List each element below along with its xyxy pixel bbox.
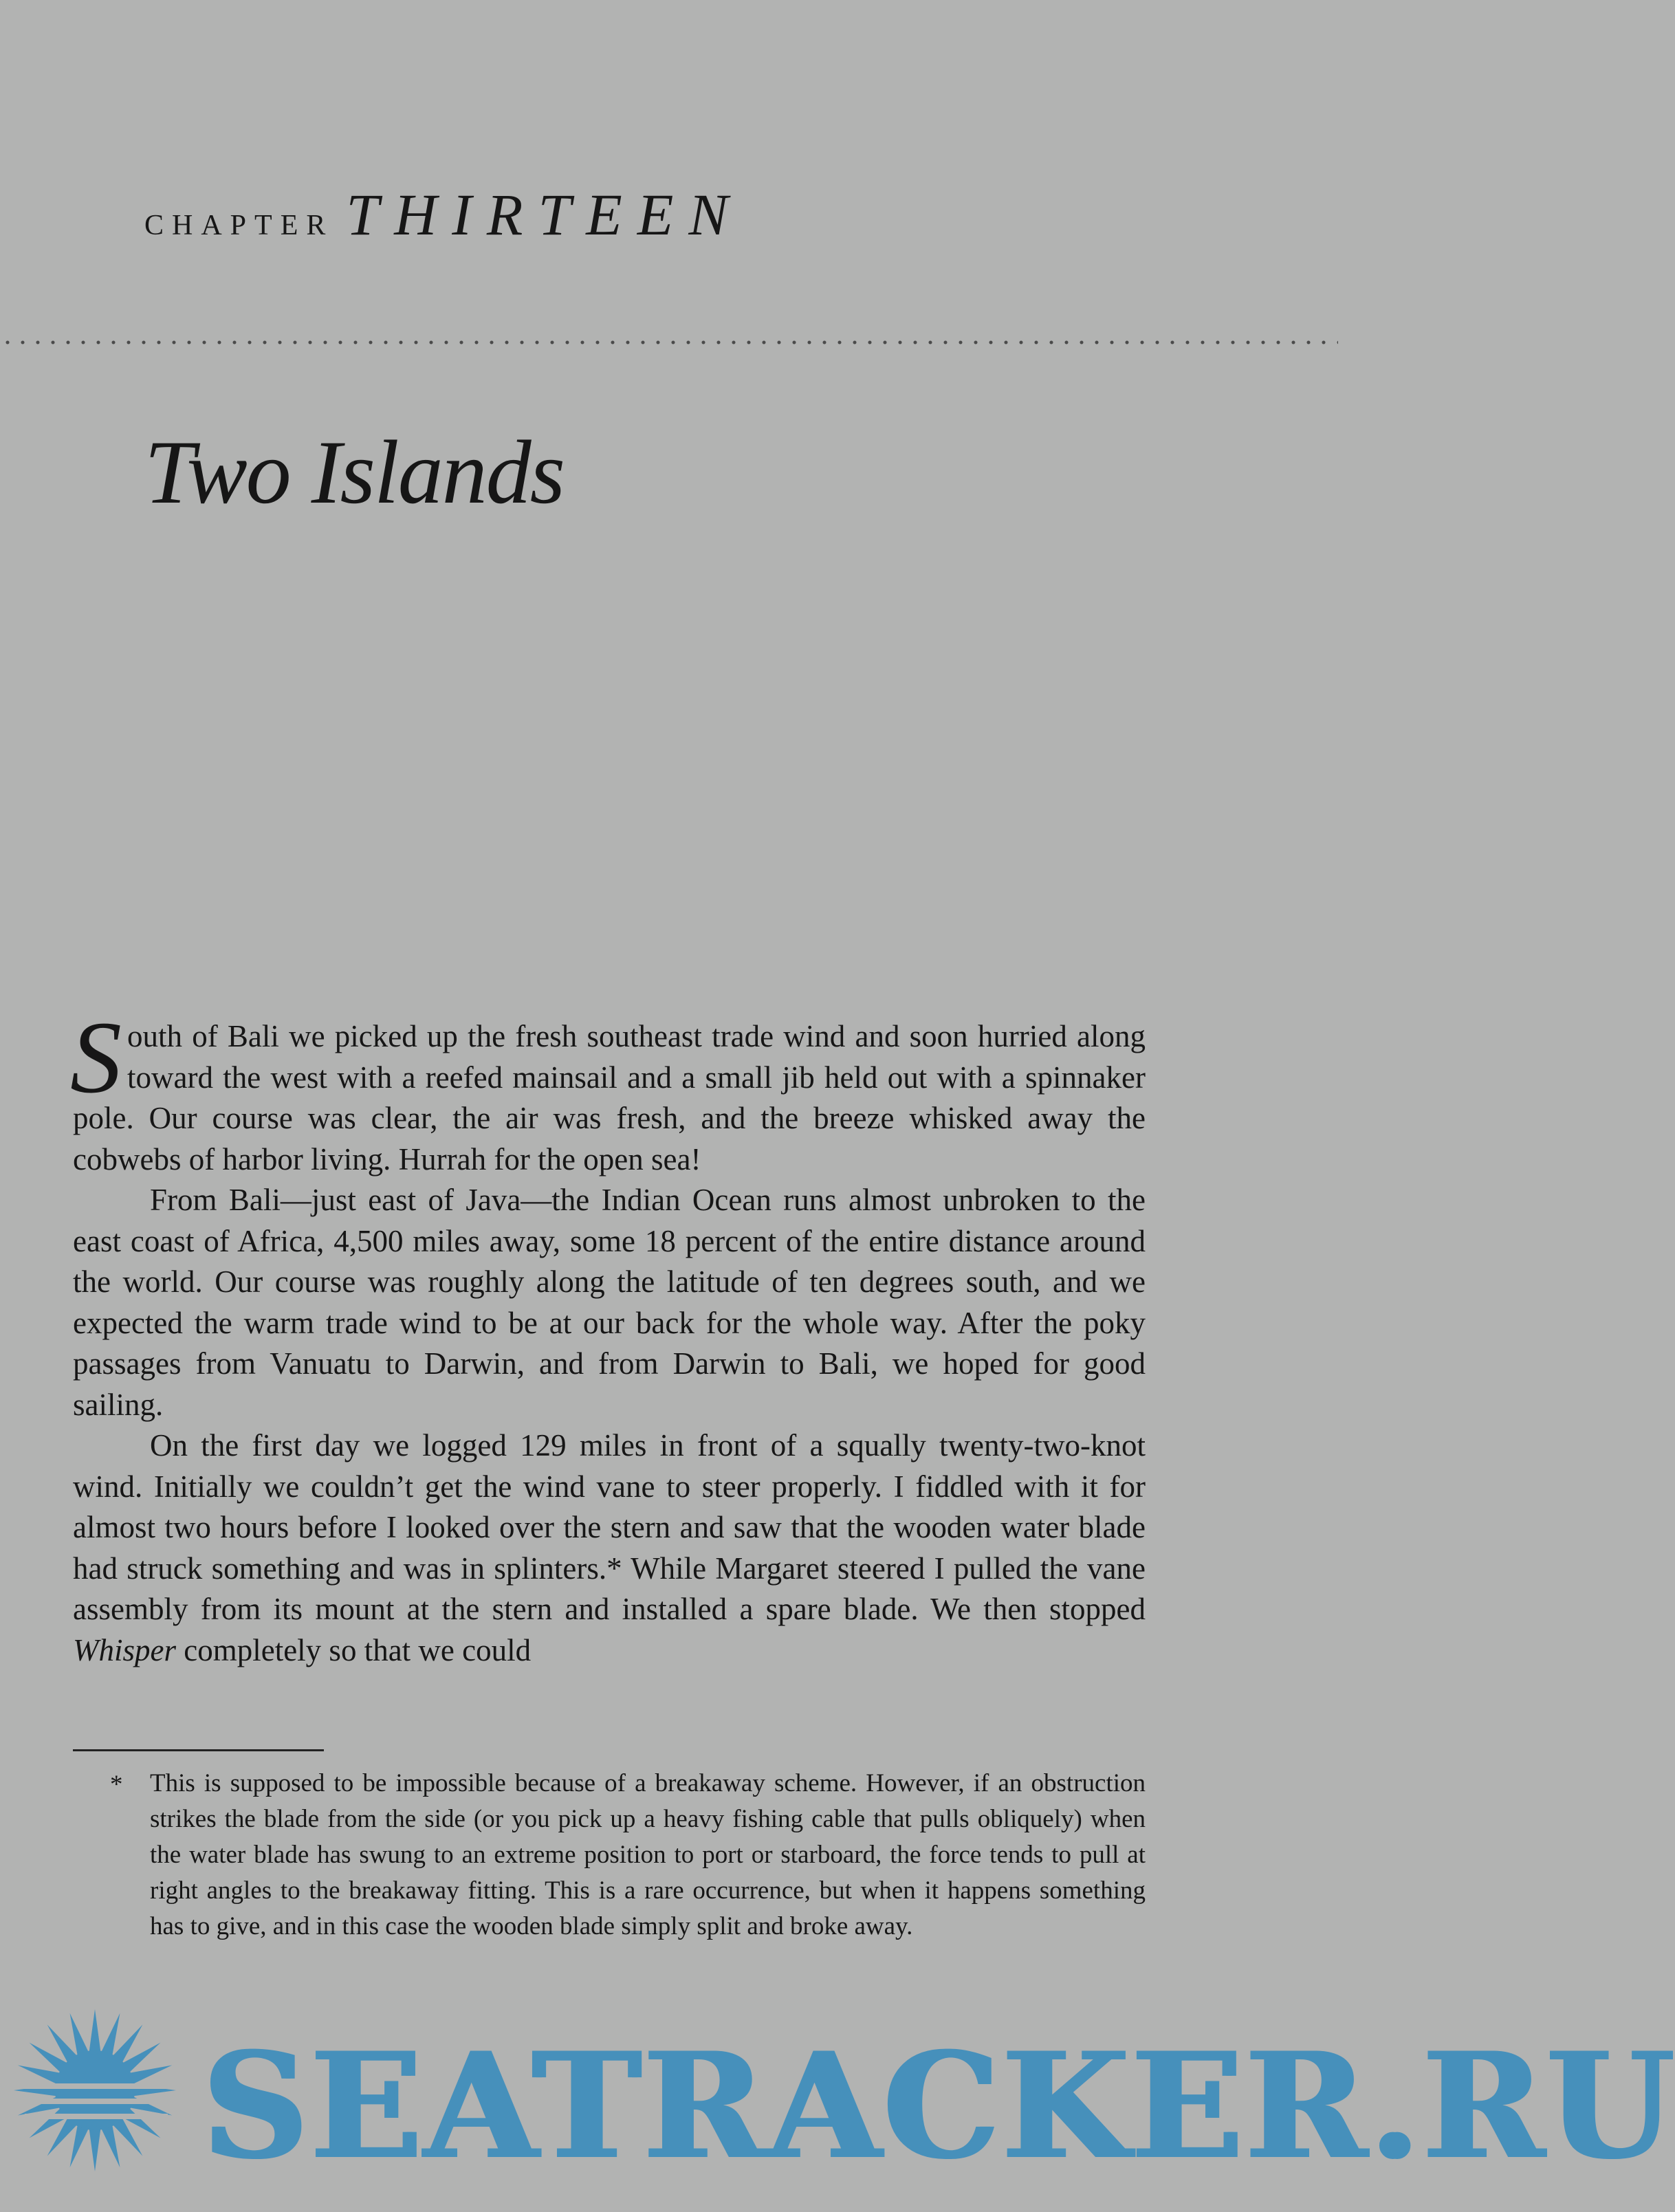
boat-name: Whisper (73, 1632, 176, 1667)
chapter-word: CHAPTER (144, 210, 334, 241)
paragraph-3 (73, 1425, 1146, 1671)
body-text (70, 1000, 1146, 1671)
chapter-number: THIRTEEN (346, 182, 743, 248)
paragraph-1-text: outh of Bali we picked up the fresh southeast trade wind and soon hurried along toward the west with a reefed mainsail and a small jib held out with a spinnaker pole. Our course was clear, the air was fresh, and the breeze whisked away the cobwebs of harbor living. Hurrah for the open sea! (73, 1019, 1146, 1176)
footnote-rule (73, 1749, 324, 1751)
chapter-title: Two Islands (144, 421, 565, 523)
paragraph-2: From Bali—just east of Java—the Indian Ocean runs almost unbroken to the east coast of Africa, 4,500 miles away, some 18 percent of the entire distance around the world. Our course was roughly along the latitude of ten degrees south, and we expected the warm trade wind to be at our back for the whole way. After the poky passages from Vanuatu to Darwin, and from Darwin to Bali, we hoped for good sailing. (73, 1183, 1146, 1422)
dotted-divider (0, 340, 1338, 345)
drop-cap: S (70, 1000, 122, 1115)
sun-logo-icon (8, 2009, 184, 2171)
footnote-mark: * (110, 1771, 123, 1799)
watermark-text: SEATRACKER.RU (201, 2020, 1675, 2191)
paragraph-3-text-b: completely so that we could (176, 1632, 532, 1667)
footnote (73, 1766, 1146, 1945)
chapter-label (144, 180, 743, 249)
paragraph-1 (70, 1000, 1146, 1180)
paragraph-3-text-a: On the first day we logged 129 miles in front of a squally twenty-two-knot wind. Initially we couldn’t get the wind vane to steer properly. I fiddled with it for almost two hours before I looked over the stern and saw that the wooden water blade had struck something and was in splinters.* While Margaret steered I pulled the vane assembly from its mount at the stern and installed a spare blade. We then stopped (73, 1428, 1146, 1626)
footnote-text: This is supposed to be impossible because of a breakaway scheme. However, if an obstruction strikes the blade from the side (or you pick up a heavy fishing cable that pulls obliquely) when the water blade has swung to an extreme position to port or starboard, the force tends to pull at right angles to the breakaway fitting. This is a rare occurrence, but when it happens something has to give, and in this case the wooden blade simply split and broke away. (150, 1769, 1146, 1940)
